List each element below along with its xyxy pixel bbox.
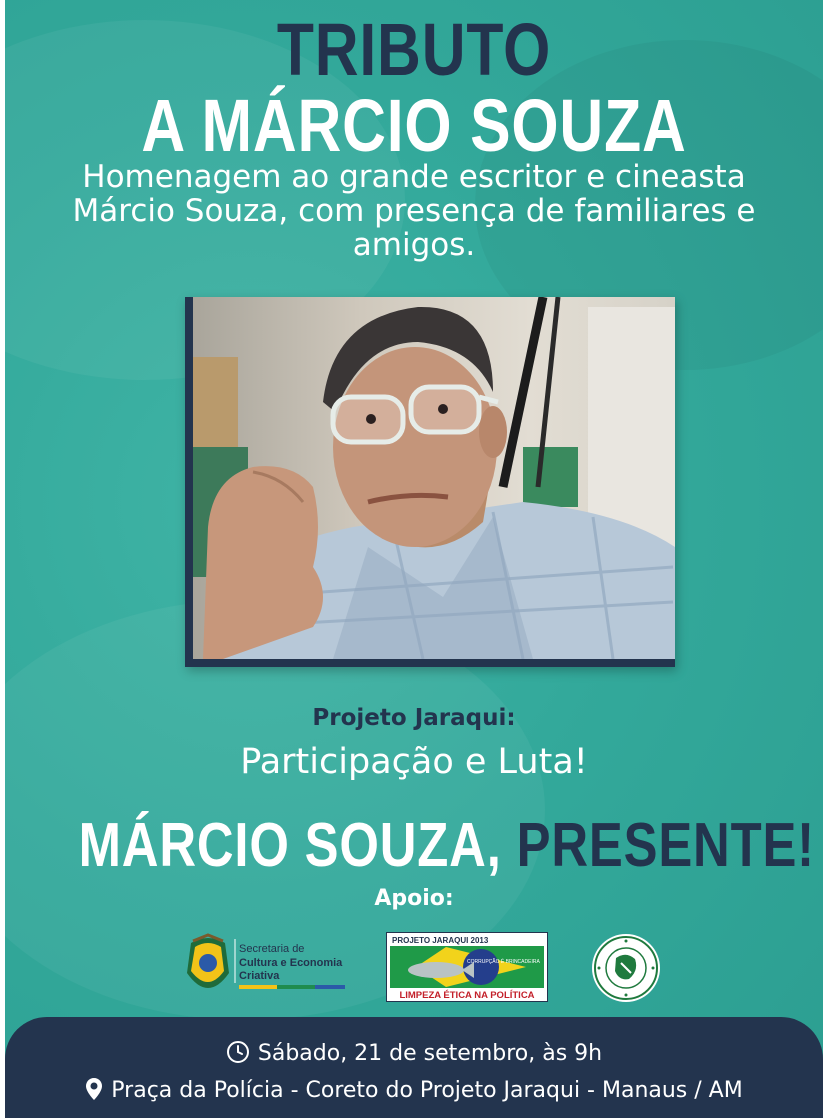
apoio-label: Apoio: — [374, 886, 454, 911]
secult-text-3: Criativa — [239, 970, 280, 982]
jaraqui-bottom-text: LIMPEZA ÉTICA NA POLÍTICA — [399, 990, 535, 1001]
subtitle: Homenagem ao grande escritor e cineasta Márcio Souza, com presença de familiares e amigos. — [72, 159, 756, 263]
university-seal-emblem — [591, 933, 661, 1003]
portrait-illustration — [193, 297, 675, 659]
jaraqui-emblem — [386, 932, 548, 1002]
title-line-2: A MÁRCIO SOUZA — [141, 84, 687, 167]
event-info-bar — [5, 1017, 823, 1118]
project-label: Projeto Jaraqui: — [312, 705, 516, 731]
event-location: Praça da Polícia - Coreto do Projeto Jaraqui - Manaus / AM — [111, 1078, 743, 1103]
jaraqui-arc-text: CORRUPÇÃO É BRINCADEIRA — [467, 959, 540, 965]
university-seal — [591, 933, 661, 1003]
presente-word: PRESENTE! — [516, 811, 815, 880]
event-location-row — [5, 1077, 823, 1103]
event-date-row — [5, 1040, 823, 1066]
presente-name: MÁRCIO SOUZA, — [78, 811, 502, 880]
secult-text-2: Cultura e Economia — [239, 957, 343, 969]
secult-text-1: Secretaria de — [239, 943, 305, 955]
clock-icon — [226, 1040, 250, 1064]
secult-emblem — [183, 933, 353, 1003]
map-pin-icon — [85, 1077, 103, 1101]
portrait-frame — [185, 297, 675, 667]
secult-logo — [183, 933, 353, 1003]
presente-headline — [78, 810, 815, 881]
portrait-photo — [193, 297, 675, 659]
jaraqui-logo — [386, 932, 548, 1002]
event-date: Sábado, 21 de setembro, às 9h — [257, 1041, 603, 1066]
tribute-poster — [5, 0, 823, 1118]
jaraqui-top-text: PROJETO JARAQUI 2013 — [392, 936, 489, 945]
title-line-1: TRIBUTO — [276, 8, 552, 91]
project-slogan: Participação e Luta! — [240, 742, 588, 782]
